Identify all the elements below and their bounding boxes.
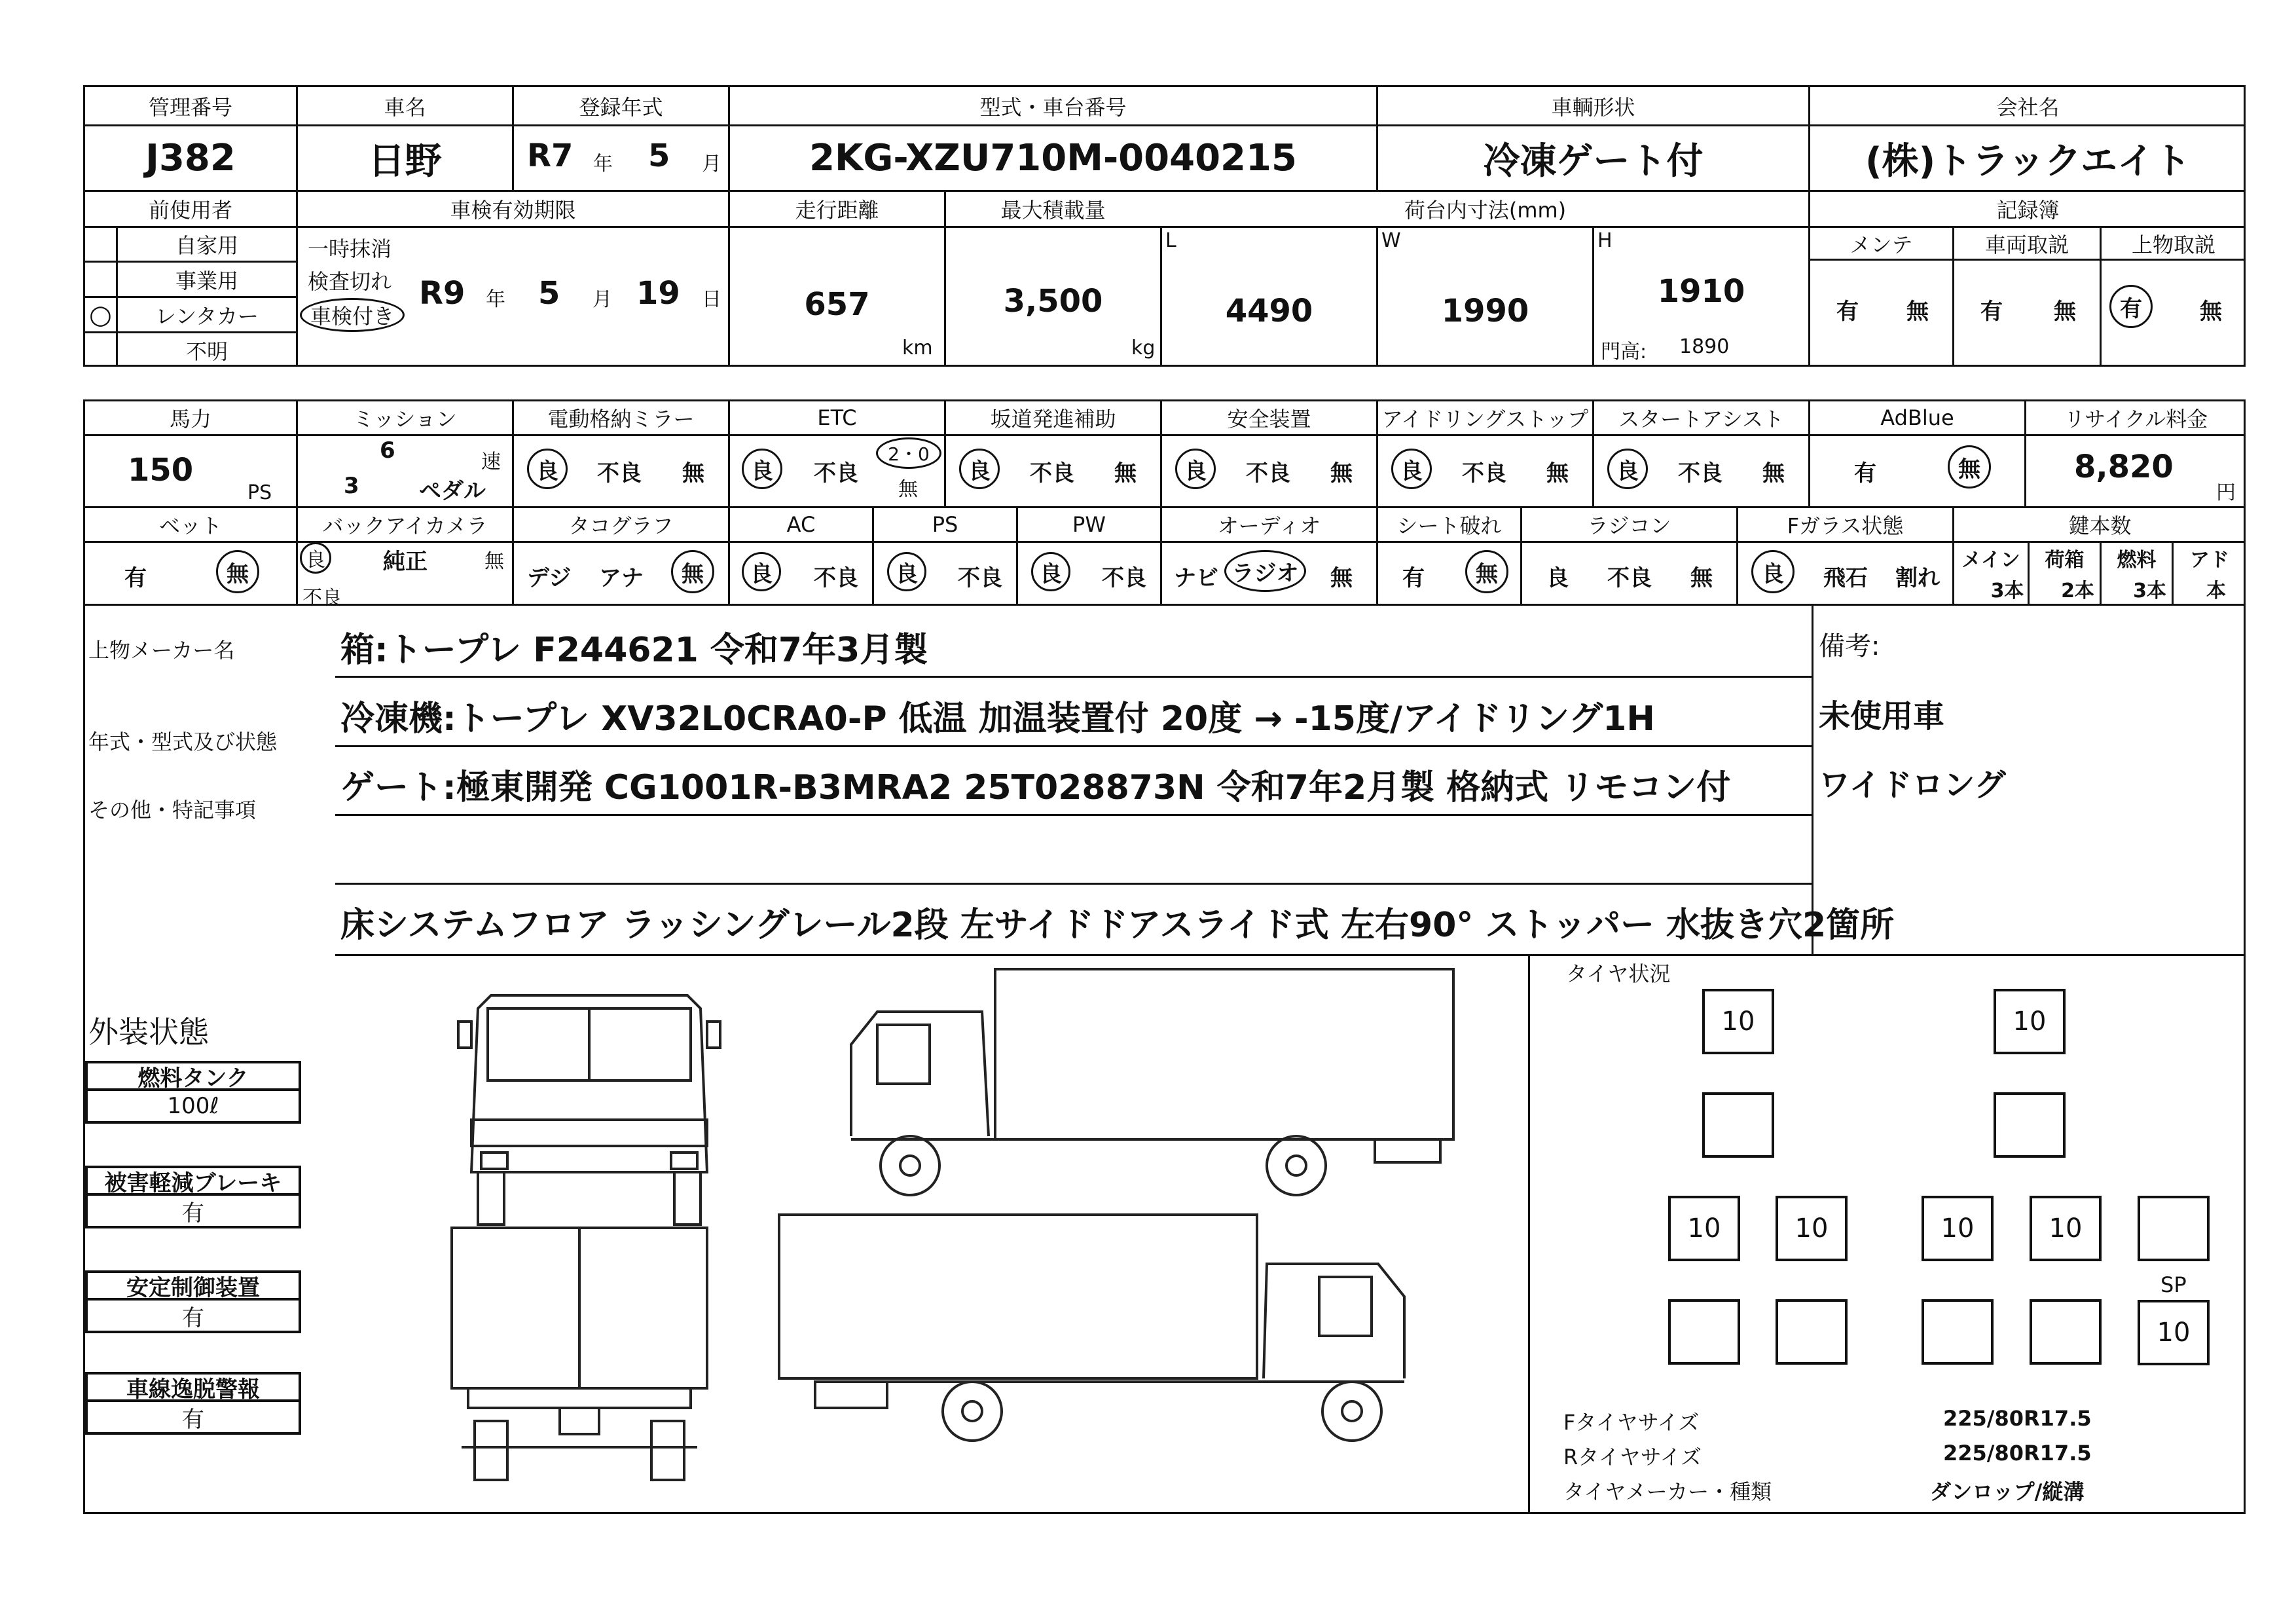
tire-front-right: 10: [1994, 989, 2066, 1054]
reg-era: R7: [527, 138, 574, 174]
truck-front-view-drawing: [452, 982, 727, 1231]
key-count-fuel: 3本: [2133, 580, 2166, 602]
tire-rear-outer-right-2: [2030, 1299, 2102, 1365]
dim-W-label: W: [1381, 229, 1401, 252]
record-vehicle-no: 無: [2054, 299, 2076, 325]
company-name: (株)トラックエイト: [1865, 139, 2191, 183]
label-records: 記録簿: [1996, 198, 2060, 223]
tach-none-circled: 無: [671, 550, 714, 593]
ac-good-circled: 良: [742, 552, 781, 591]
label-hill-assist: 坂道発進補助: [990, 407, 1116, 432]
dim-H-label: H: [1597, 229, 1613, 252]
insp-year-unit: 年: [486, 288, 505, 311]
label-recycle: リサイクル料金: [2064, 407, 2208, 432]
tire-rear-outer-left-2: [1668, 1299, 1740, 1365]
label-model-no: 型式・車台番号: [979, 94, 1127, 120]
tire-rear-outer-left: 10: [1668, 1196, 1740, 1261]
prev-user-unknown: 不明: [185, 339, 228, 364]
remarks-label: 備考:: [1819, 631, 1880, 661]
ext-brake-label: 被害軽減ブレーキ: [85, 1166, 301, 1196]
label-payload: 最大積載量: [1000, 198, 1106, 223]
tire-rear-inner-right: 10: [1922, 1196, 1994, 1261]
key-type-fuel: 燃料: [2117, 549, 2157, 572]
label-power-mirror: 電動格納ミラー: [547, 407, 695, 432]
remark-unused: 未使用車: [1819, 698, 1945, 735]
body-shape: 冷凍ゲート付: [1483, 139, 1704, 183]
ps-bad: 不良: [958, 565, 1002, 591]
door-height-label: 門高:: [1601, 341, 1647, 363]
hp-unit: PS: [247, 481, 272, 504]
prev-user-rental-mark: ○: [89, 299, 112, 330]
label-record-maint: メンテ: [1850, 232, 1913, 257]
mgmt-no: J382: [145, 137, 236, 179]
audio-none: 無: [1330, 565, 1353, 591]
tire-front-left-2: [1702, 1092, 1774, 1158]
tire-rear-inner-right-2: [1922, 1299, 1994, 1365]
body-line-box: 箱:トープレ F244621 令和7年3月製: [340, 631, 928, 670]
label-adblue: AdBlue: [1880, 405, 1954, 430]
adblue-none-circled: 無: [1948, 445, 1991, 489]
reg-month: 5: [648, 138, 670, 174]
label-seat-tear: シート破れ: [1396, 513, 1502, 538]
glass-chip: 飛石: [1823, 565, 1868, 591]
label-ac: AC: [786, 512, 816, 537]
insp-day: 19: [636, 275, 680, 312]
tach-analog: アナ: [599, 565, 644, 591]
label-audio: オーディオ: [1217, 513, 1321, 538]
tire-front-right-2: [1994, 1092, 2066, 1158]
f-tire-size: 225/80R17.5: [1943, 1406, 2092, 1431]
label-mgmt-no: 管理番号: [148, 94, 232, 120]
body-line-floor: 床システムフロア ラッシングレール2段 左サイドドアスライド式 左右90° ストッパー 水抜き穴2箇所: [340, 906, 1895, 945]
tach-digital: デジ: [527, 565, 572, 591]
key-count-box: 2本: [2061, 580, 2094, 602]
ext-lane-label: 車線逸脱警報: [85, 1372, 301, 1402]
remark-wide-long: ワイドロング: [1819, 767, 2006, 803]
reg-year-unit: 年: [593, 153, 613, 175]
label-maker: 車名: [384, 94, 426, 120]
record-body-yes-circled: 有: [2109, 285, 2153, 328]
idle-good-circled: 良: [1391, 449, 1432, 489]
label-record-vehicle-manual: 車両取説: [1984, 232, 2069, 257]
label-tachograph: タコグラフ: [568, 513, 674, 538]
ext-stability-label: 安定制御装置: [85, 1270, 301, 1301]
seat-tear-none-circled: 無: [1465, 550, 1508, 593]
label-bed: ベット: [158, 513, 222, 538]
glass-crack: 割れ: [1895, 565, 1940, 591]
mirror-bad: 不良: [597, 460, 642, 487]
recycle-unit: 円: [2216, 481, 2236, 504]
record-maint-yes: 有: [1836, 299, 1859, 325]
label-transmission: ミッション: [353, 407, 457, 432]
model-no: 2KG-XZU710M-0040215: [809, 137, 1297, 179]
audio-radio-circled: ラジオ: [1224, 550, 1306, 592]
label-start-assist: スタートアシスト: [1618, 407, 1784, 432]
etc-good-circled: 良: [742, 449, 782, 489]
insp-temp-deregistered: 一時抹消: [308, 236, 392, 261]
seat-tear-yes: 有: [1402, 565, 1425, 591]
payload: 3,500: [1003, 283, 1103, 320]
dim-W: 1990: [1441, 293, 1529, 329]
tire-maker: ダンロップ/縦溝: [1930, 1479, 2085, 1504]
ext-fuel-tank-value: 100ℓ: [85, 1091, 301, 1124]
insp-valid-circled: 車検付き: [300, 298, 405, 332]
label-keys: 鍵本数: [2068, 513, 2132, 538]
maker-name: 日野: [368, 139, 442, 183]
f-tire-size-label: Fタイヤサイズ: [1563, 1410, 1700, 1435]
dim-H: 1910: [1657, 273, 1745, 310]
payload-unit: kg: [1131, 337, 1156, 360]
record-maint-no: 無: [1906, 299, 1929, 325]
gears: 6: [380, 437, 395, 464]
remote-bad: 不良: [1607, 565, 1652, 591]
remote-good: 良: [1546, 565, 1569, 591]
label-back-camera: バックアイカメラ: [322, 513, 488, 538]
record-vehicle-yes: 有: [1980, 299, 2003, 325]
mirror-none: 無: [682, 460, 704, 487]
tire-spare: 10: [2138, 1300, 2210, 1365]
tires-title: タイヤ状況: [1566, 961, 1671, 986]
key-count-main: 3本: [1990, 580, 2024, 602]
truck-rear-view-drawing: [448, 1225, 710, 1486]
label-mileage: 走行距離: [795, 198, 879, 223]
remote-none: 無: [1690, 565, 1713, 591]
hill-none: 無: [1114, 460, 1137, 487]
tire-front-left: 10: [1702, 989, 1774, 1054]
camera-none: 無: [484, 550, 504, 573]
gears-unit: 速: [481, 451, 501, 473]
insp-month-unit: 月: [592, 288, 612, 311]
label-year-model-state: 年式・型式及び状態: [88, 729, 278, 754]
camera-bad: 不良: [302, 587, 342, 610]
adblue-yes: 有: [1854, 460, 1876, 487]
pedals-unit: ペダル: [419, 478, 486, 504]
label-etc: ETC: [817, 405, 857, 430]
hill-bad: 不良: [1030, 460, 1074, 487]
idle-bad: 不良: [1462, 460, 1506, 487]
body-line-gate: ゲート:極東開発 CG1001R-B3MRA2 25T028873N 令和7年2月製 格納式 リモコン付: [340, 768, 1731, 807]
ext-lane-value: 有: [85, 1402, 301, 1435]
label-cargo-dims: 荷台内寸法(mm): [1404, 198, 1567, 223]
pedals: 3: [344, 473, 359, 499]
dim-L: 4490: [1225, 293, 1313, 329]
safety-bad: 不良: [1246, 460, 1290, 487]
glass-good-circled: 良: [1751, 550, 1795, 593]
idle-none: 無: [1546, 460, 1569, 487]
insp-month: 5: [538, 275, 560, 312]
pw-bad: 不良: [1102, 565, 1146, 591]
record-body-no: 無: [2200, 299, 2222, 325]
label-inspection: 車検有効期限: [450, 198, 576, 223]
label-remote: ラジコン: [1587, 513, 1671, 538]
ac-bad: 不良: [814, 565, 858, 591]
truck-left-side-drawing: [831, 966, 1460, 1215]
start-none: 無: [1762, 460, 1785, 487]
hp-value: 150: [128, 452, 194, 489]
ps-good-circled: 良: [887, 552, 926, 591]
tire-spare-label: SP: [2160, 1272, 2187, 1297]
etc-version-circled: 2・0: [876, 437, 941, 469]
prev-user-business: 事業用: [175, 268, 238, 293]
r-tire-size: 225/80R17.5: [1943, 1441, 2092, 1466]
key-count-adblue: 本: [2206, 580, 2226, 602]
r-tire-size-label: Rタイヤサイズ: [1563, 1445, 1702, 1469]
ext-stability-value: 有: [85, 1301, 301, 1333]
insp-day-unit: 日: [702, 288, 721, 311]
label-f-glass: Fガラス状態: [1787, 513, 1904, 538]
tire-rear-inner-left: 10: [1776, 1196, 1848, 1261]
body-line-refrigerator: 冷凍機:トープレ XV32L0CRA0-P 低温 加温装置付 20度 → -15度/アイドリング1H: [340, 699, 1655, 739]
label-pw: PW: [1072, 512, 1106, 537]
ext-brake-value: 有: [85, 1196, 301, 1228]
recycle-fee: 8,820: [2074, 449, 2174, 485]
mileage: 657: [804, 286, 870, 323]
key-type-adblue: アド: [2190, 549, 2229, 572]
ext-fuel-tank-label: 燃料タンク: [85, 1061, 301, 1091]
label-safety: 安全装置: [1227, 407, 1311, 432]
mileage-unit: km: [902, 337, 933, 360]
etc-none: 無: [898, 478, 918, 501]
insp-era: R9: [419, 275, 465, 312]
tire-maker-label: タイヤメーカー・種類: [1563, 1479, 1772, 1504]
truck-right-side-drawing: [776, 1211, 1424, 1460]
label-hp: 馬力: [169, 407, 211, 432]
tire-rear-inner-left-2: [1776, 1299, 1848, 1365]
safety-good-circled: 良: [1175, 449, 1216, 489]
label-body-shape: 車輌形状: [1551, 94, 1635, 120]
label-ps: PS: [932, 512, 958, 537]
hill-good-circled: 良: [959, 449, 1000, 489]
label-body-maker: 上物メーカー名: [88, 638, 235, 663]
label-idle-stop: アイドリングストップ: [1381, 407, 1589, 432]
camera-genuine: 純正: [383, 549, 428, 575]
key-type-main: メイン: [1961, 549, 2020, 572]
prev-user-rental: レンタカー: [155, 303, 259, 329]
tire-rear-outer-right: 10: [2030, 1196, 2102, 1261]
label-reg-year: 登録年式: [579, 94, 663, 120]
prev-user-private: 自家用: [175, 233, 238, 258]
bed-yes: 有: [124, 565, 147, 591]
label-prev-user: 前使用者: [148, 198, 232, 223]
safety-none: 無: [1330, 460, 1353, 487]
pw-good-circled: 良: [1031, 552, 1070, 591]
etc-bad: 不良: [814, 460, 858, 487]
start-good-circled: 良: [1607, 449, 1648, 489]
label-company: 会社名: [1996, 94, 2060, 120]
camera-good-circled: 良: [300, 542, 331, 574]
reg-month-unit: 月: [702, 153, 721, 175]
tire-spare-upper: [2138, 1196, 2210, 1261]
exterior-title: 外装状態: [88, 1014, 209, 1050]
door-height: 1890: [1679, 335, 1730, 358]
label-other-notes: その他・特記事項: [88, 798, 257, 822]
dim-L-label: L: [1165, 229, 1176, 252]
mirror-good-circled: 良: [527, 449, 568, 489]
start-bad: 不良: [1678, 460, 1722, 487]
bed-none-circled: 無: [216, 550, 259, 593]
label-record-body-manual: 上物取説: [2131, 232, 2215, 257]
audio-navi: ナビ: [1174, 565, 1218, 591]
key-type-box: 荷箱: [2045, 549, 2085, 572]
insp-expired: 検査切れ: [308, 269, 392, 294]
